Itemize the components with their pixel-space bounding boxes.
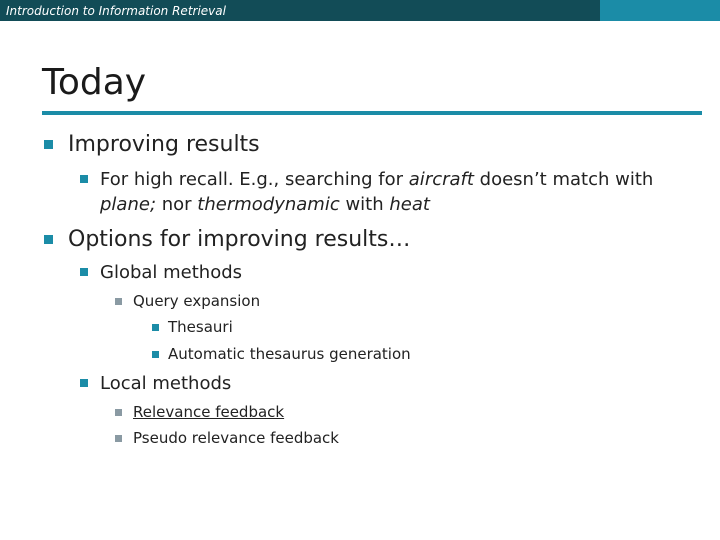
bullet-text: Automatic thesaurus generation xyxy=(168,345,411,363)
square-bullet-icon xyxy=(44,140,53,149)
header-bar-accent xyxy=(600,0,720,21)
bullet-relevance-feedback[interactable] xyxy=(115,402,284,423)
bullet-text: Global methods xyxy=(100,262,243,283)
bullet-global-methods xyxy=(80,260,242,285)
bullet-local-methods xyxy=(80,371,231,396)
bullet-automatic-thesaurus xyxy=(152,344,411,365)
square-bullet-icon xyxy=(80,175,88,183)
slide-title: Today xyxy=(42,62,147,103)
bullet-high-recall xyxy=(80,167,660,217)
bullet-pseudo-relevance-feedback xyxy=(115,428,339,449)
bullet-improving-results xyxy=(44,131,260,158)
bullet-text: Thesauri xyxy=(168,318,233,336)
square-bullet-icon xyxy=(115,409,122,416)
bullet-text: Query expansion xyxy=(133,292,261,310)
bullet-text: Improving results xyxy=(68,132,260,157)
square-bullet-icon xyxy=(115,435,122,442)
bullet-text: Options for improving results… xyxy=(68,227,411,252)
bullet-options xyxy=(44,226,410,253)
bullet-thesauri xyxy=(152,317,233,338)
bullet-text: For high recall. E.g., searching for aircraft doesn’t match with plane; nor thermodynamic with heat xyxy=(100,169,654,215)
square-bullet-icon xyxy=(80,268,88,276)
relevance-feedback-link[interactable]: Relevance feedback xyxy=(133,403,285,421)
bullet-query-expansion xyxy=(115,291,260,312)
square-bullet-icon xyxy=(152,351,159,358)
bullet-text: Local methods xyxy=(100,373,232,394)
square-bullet-icon xyxy=(44,235,53,244)
square-bullet-icon xyxy=(80,379,88,387)
course-header-text: Introduction to Information Retrieval xyxy=(6,3,226,18)
square-bullet-icon xyxy=(152,324,159,331)
square-bullet-icon xyxy=(115,298,122,305)
bullet-text: Pseudo relevance feedback xyxy=(133,429,339,447)
header-bar-main xyxy=(0,0,600,21)
title-rule xyxy=(42,111,702,115)
header-bar xyxy=(0,0,720,21)
